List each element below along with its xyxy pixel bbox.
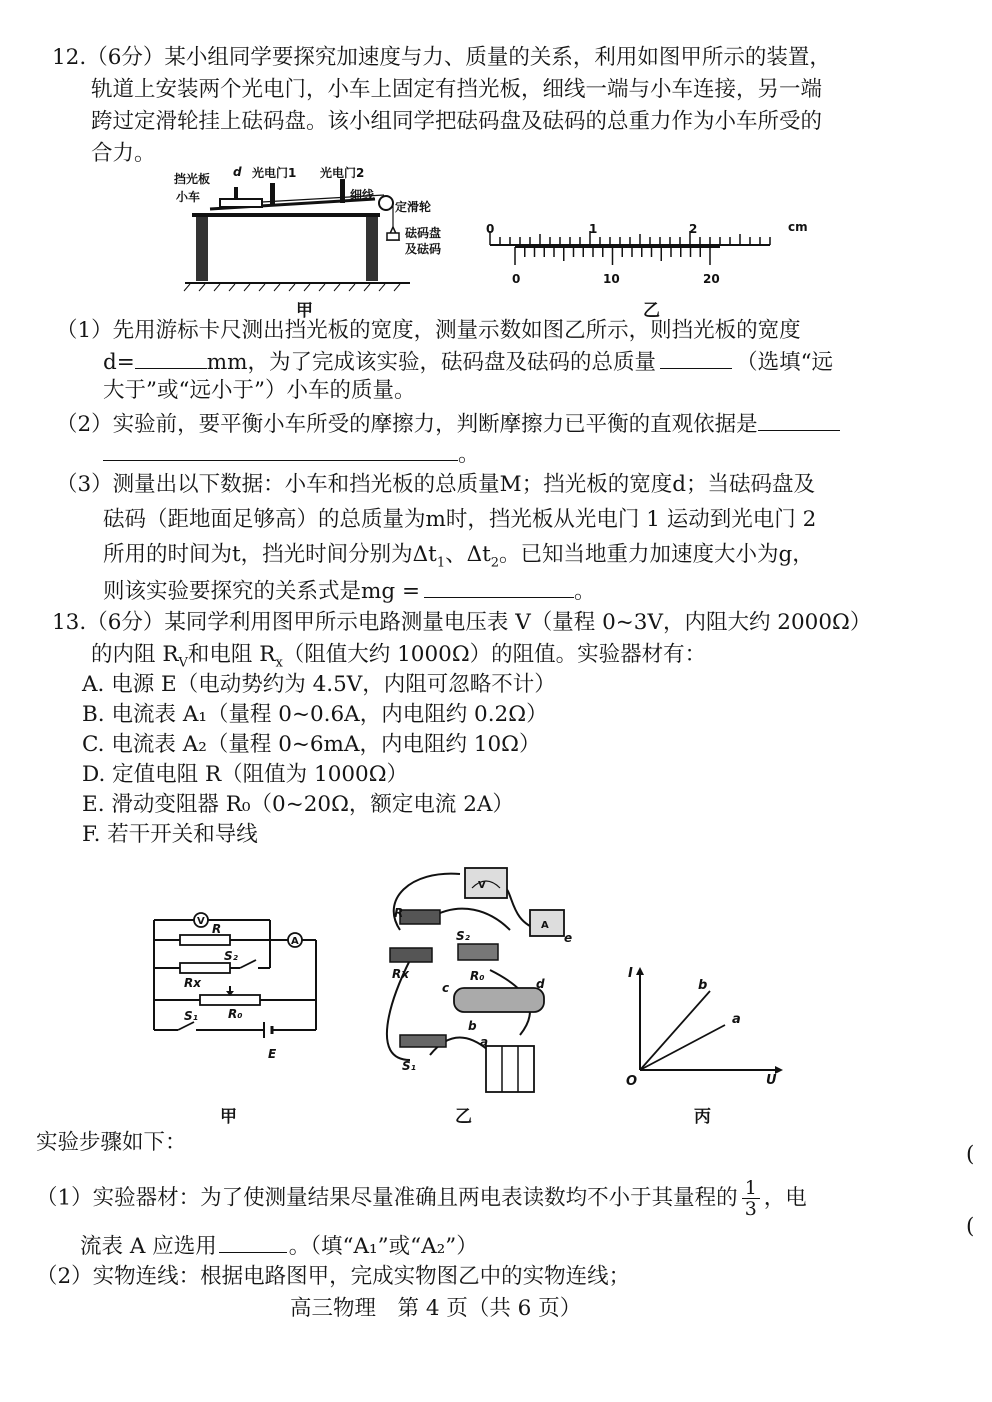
label-gate2: 光电门2 (320, 166, 365, 180)
q13-fig-yi-caption: 乙 (455, 1107, 472, 1127)
label-pan2: 及砝码 (405, 242, 442, 256)
phys-R0: R₀ (470, 969, 485, 983)
label-pulley: 定滑轮 (395, 200, 432, 214)
q12-vernier-figure (480, 215, 820, 295)
graph-U: U (766, 1073, 777, 1088)
q13-sub-x: x (275, 655, 283, 671)
phys-A: A (541, 920, 549, 931)
graph-b: b (698, 978, 708, 993)
circ-S2: S₂ (224, 949, 238, 963)
q13-option-c: C. 电流表 A₂（量程 0~6mA，内电阻约 10Ω） (82, 732, 541, 757)
q12-fig-jia-caption: 甲 (296, 301, 313, 321)
circ-Rx: Rx (184, 976, 201, 990)
q12-line2: 轨道上安装两个光电门，小车上固定有挡光板，细线一端与小车连接，另一端 (91, 77, 823, 102)
main-label-0: 0 (486, 222, 495, 236)
vernier-label-0: 0 (512, 272, 521, 286)
label-string: 细线 (350, 188, 375, 202)
phys-e: e (564, 931, 573, 945)
label-d: d (233, 165, 242, 179)
circ-E: E (268, 1047, 277, 1061)
phys-R: R (394, 906, 404, 920)
q12-p3-line4 (103, 575, 596, 607)
q13-s1a-end: ，电 (763, 1185, 807, 1211)
q13-option-f: F. 若干开关和导线 (82, 822, 258, 847)
q13-step1-line2 (80, 1230, 478, 1262)
q13-option-d: D. 定值电阻 R（阻值为 1000Ω） (82, 762, 409, 787)
circ-R0: R₀ (228, 1007, 243, 1021)
phys-d: d (536, 977, 545, 991)
q13-step1-line1 (36, 1178, 807, 1219)
main-label-1: 1 (589, 222, 598, 236)
phys-b: b (468, 1019, 477, 1033)
q13-l2b: 和电阻 R (187, 642, 276, 667)
q13-s1b2: 。（填“A₁”或“A₂”） (288, 1234, 478, 1259)
q13-s1b1: 流表 A 应选用 (80, 1234, 217, 1259)
phys-a: a (480, 1035, 489, 1049)
vernier-label-10: 10 (603, 272, 620, 286)
q12-p3-d1: 则该实验要探究的关系式是mg = (103, 579, 421, 604)
q12-p3-sub1: 1 (436, 555, 446, 571)
q12-p3-c1: 所用的时间为t，挡光时间分别为Δt (103, 542, 437, 567)
q12-apparatus-figure (170, 165, 470, 300)
answer-blank-friction-1[interactable] (758, 408, 840, 431)
phys-Rx: Rx (392, 967, 409, 981)
q13-header: 13.（6分）某同学利用图甲所示电路测量电压表 V（量程 0~3V，内阻大约 2000Ω） (52, 610, 872, 635)
main-label-2: 2 (689, 222, 698, 236)
circ-A: A (291, 936, 299, 947)
graph-O: O (626, 1074, 638, 1089)
vernier-label-20: 20 (703, 272, 720, 286)
q12-p3-c3: 。已知当地重力加速度大小为g， (499, 542, 814, 567)
q12-line3: 跨过定滑轮挂上砝码盘。该小组同学把砝码盘及砝码的总重力作为小车所受的 (91, 109, 823, 134)
q12-fig-yi-caption: 乙 (643, 301, 660, 321)
q13-iu-graph (620, 955, 790, 1090)
q13-circuit-diagram (140, 900, 330, 1070)
q12-p3-c2: 、Δt (445, 542, 491, 567)
margin-mark-1: ( (966, 1142, 975, 1167)
q13-step2: （2）实物连线：根据电路图甲，完成实物图乙中的实物连线； (36, 1264, 631, 1289)
q13-option-b: B. 电流表 A₁（量程 0~0.6A，内电阻约 0.2Ω） (82, 702, 548, 727)
q12-p1-line3: 大于”或“远小于”）小车的质量。 (103, 378, 416, 403)
phys-S2: S₂ (456, 929, 470, 943)
answer-blank-relation[interactable] (424, 575, 574, 598)
phys-V: V (478, 880, 486, 891)
margin-mark-2: ( (966, 1214, 975, 1239)
q13-s1a: （1）实验器材：为了使测量结果尽量准确且两电表读数均不小于其量程的 (36, 1185, 738, 1211)
q13-steps-intro: 实验步骤如下： (36, 1130, 187, 1155)
label-pan1: 砝码盘 (405, 226, 442, 240)
q13-option-a: A. 电源 E（电动势约为 4.5V，内阻可忽略不计） (82, 672, 556, 697)
answer-blank-mass[interactable] (660, 346, 732, 369)
label-baffle: 挡光板 (174, 172, 211, 186)
q12-p2-line2 (103, 438, 480, 470)
q13-fig-jia-caption: 甲 (220, 1107, 237, 1127)
q12-p2-end: 。 (458, 442, 480, 467)
circ-R: R (212, 922, 222, 936)
circ-S1: S₁ (184, 1009, 198, 1023)
q12-p1-tail: （选填“远 (736, 350, 834, 375)
label-gate1: 光电门1 (252, 166, 297, 180)
main-unit: cm (788, 220, 808, 234)
q12-p3-line1: （3）测量出以下数据：小车和挡光板的总质量M；挡光板的宽度d；当砝码盘及 (56, 472, 815, 497)
q13-physical-setup (370, 860, 580, 1095)
answer-blank-friction-2[interactable] (103, 438, 458, 461)
q12-p2-line1 (56, 408, 840, 440)
q13-fig-bing-caption: 丙 (694, 1107, 711, 1127)
q12-p3-line2: 砝码（距地面足够高）的总质量为m时，挡光板从光电门 1 运动到光电门 2 (103, 507, 817, 532)
q12-line4: 合力。 (91, 141, 156, 166)
page-footer: 高三物理 第 4 页（共 6 页） (290, 1296, 582, 1321)
fraction-one-third: $\frac{1}{3}$ (742, 1178, 760, 1219)
q13-option-e: E. 滑动变阻器 R₀（0~20Ω，额定电流 2A） (82, 792, 514, 817)
graph-I: I (628, 966, 633, 981)
label-cart: 小车 (176, 190, 201, 204)
q13-l2c: （阻值大约 1000Ω）的阻值。实验器材有： (282, 642, 707, 667)
circ-V: V (197, 916, 205, 927)
q12-p1-line2 (103, 346, 833, 378)
phys-c: c (442, 981, 450, 995)
q12-p2-text: （2）实验前，要平衡小车所受的摩擦力，判断摩擦力已平衡的直观依据是 (56, 412, 758, 437)
answer-blank-ammeter[interactable] (219, 1230, 287, 1253)
q12-header: 12.（6分）某小组同学要探究加速度与力、质量的关系，利用如图甲所示的装置， (52, 45, 831, 70)
phys-S1: S₁ (402, 1059, 416, 1073)
q12-p3-line3 (103, 540, 814, 578)
q12-p1-line1: （1）先用游标卡尺测出挡光板的宽度，测量示数如图乙所示，则挡光板的宽度 (56, 318, 801, 343)
q12-p1-mid: mm，为了完成该实验，砝码盘及砝码的总质量 (206, 350, 657, 375)
q12-p3-sub2: 2 (490, 555, 500, 571)
answer-blank-d[interactable] (135, 346, 207, 369)
graph-a: a (732, 1012, 741, 1027)
q12-p3-d2: 。 (574, 579, 596, 604)
q13-l2a: 的内阻 R (91, 642, 179, 667)
q12-p1-d: d= (103, 350, 135, 375)
q13-sub-v: V (178, 655, 188, 671)
